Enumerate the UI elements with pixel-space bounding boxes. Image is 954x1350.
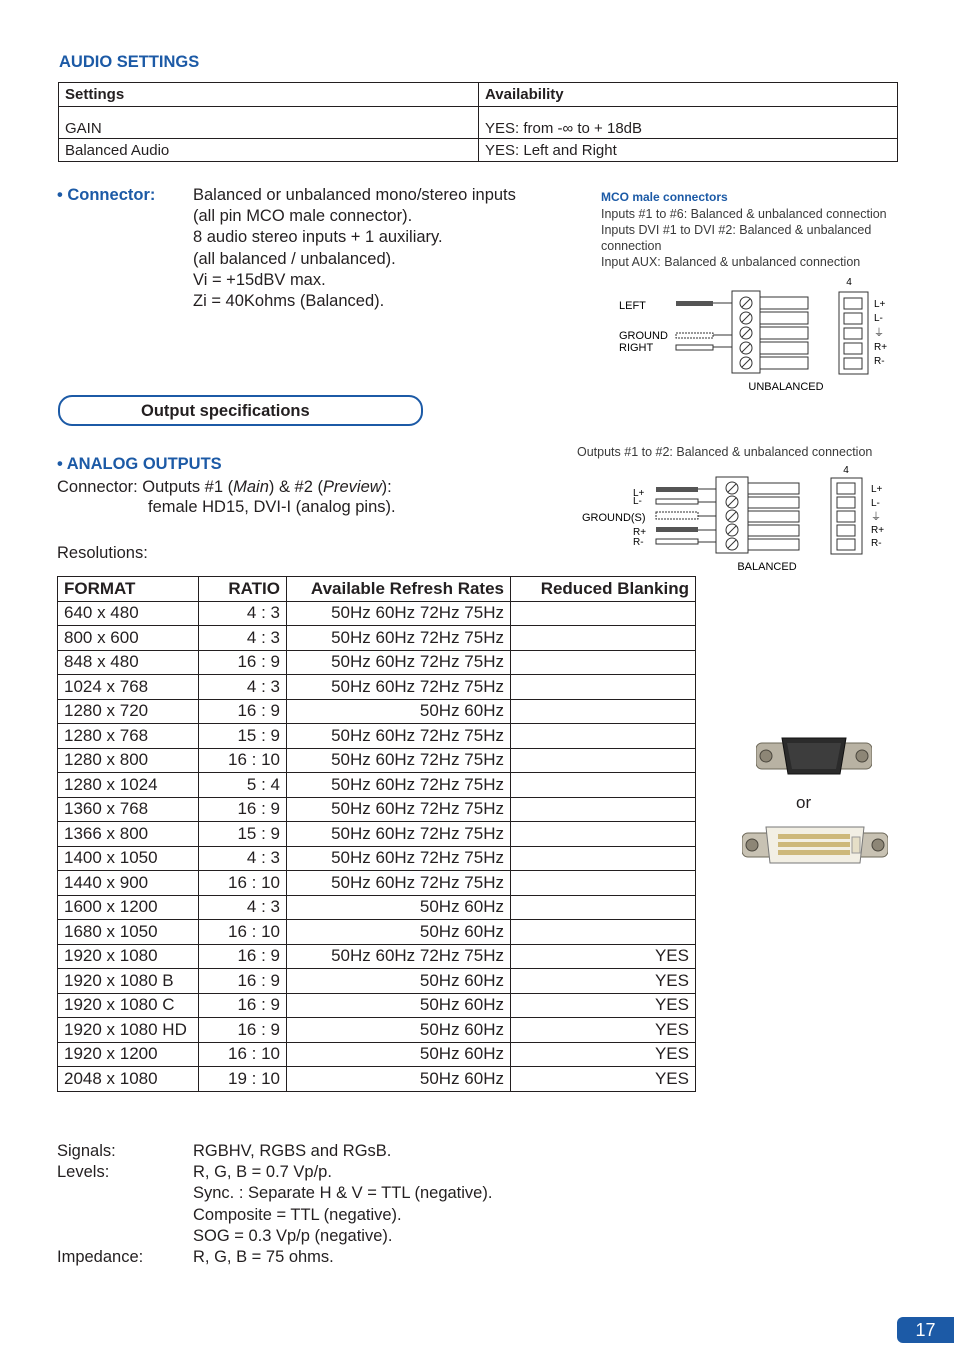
table-cell: 50Hz 60Hz (287, 920, 511, 945)
page-number: 17 (897, 1317, 954, 1343)
balanced-wiring-diagram (578, 462, 898, 574)
table-cell: YES (511, 1067, 696, 1092)
connector-mid: ) & #2 ( (268, 478, 323, 496)
wire-label: L+ (633, 488, 645, 499)
mco-notes (601, 206, 901, 270)
outputs-note: Outputs #1 to #2: Balanced & unbalanced connection (577, 445, 873, 459)
table-cell: 4 : 3 (199, 601, 287, 626)
table-cell: YES (511, 944, 696, 969)
table-cell: 848 x 480 (58, 650, 199, 675)
table-row (58, 1018, 696, 1043)
connector-line: (all pin MCO male connector). (193, 207, 413, 226)
table-cell: 16 : 9 (199, 993, 287, 1018)
header-cell: RATIO (199, 577, 287, 602)
pin-label: R- (874, 356, 885, 367)
resolution-table (57, 576, 696, 1092)
table-cell: 50Hz 60Hz 72Hz 75Hz (287, 871, 511, 896)
wire-label-ground: GROUND(S) (582, 512, 646, 524)
unbalanced-wiring-diagram (610, 272, 900, 397)
table-cell: 1920 x 1080 (58, 944, 199, 969)
table-cell: 4 : 3 (199, 846, 287, 871)
table-cell (511, 675, 696, 700)
table-cell: 800 x 600 (58, 626, 199, 651)
table-cell: 16 : 9 (199, 699, 287, 724)
table-cell: 50Hz 60Hz 72Hz 75Hz (287, 797, 511, 822)
ground-pin-label: ⏚ (871, 512, 881, 523)
table-cell (511, 699, 696, 724)
pin-label: R+ (874, 342, 888, 353)
table-cell: YES (511, 993, 696, 1018)
table-cell: 1366 x 800 (58, 822, 199, 847)
table-cell: 16 : 10 (199, 920, 287, 945)
table-cell: 50Hz 60Hz 72Hz 75Hz (287, 724, 511, 749)
main-label: Main (233, 478, 269, 496)
table-cell: 16 : 10 (199, 748, 287, 773)
signal-value: Sync. : Separate H & V = TTL (negative). (193, 1184, 493, 1203)
table-cell: YES: Left and Right (479, 139, 898, 162)
table-cell: 19 : 10 (199, 1067, 287, 1092)
diagram-caption: BALANCED (737, 561, 797, 573)
connector-line: Zi = 40Kohms (Balanced). (193, 292, 385, 311)
table-row (58, 675, 696, 700)
pin-label: L- (871, 498, 880, 509)
table-cell: 50Hz 60Hz (287, 1018, 511, 1043)
table-cell (511, 797, 696, 822)
table-cell (511, 626, 696, 651)
table-row (59, 107, 898, 139)
wire-label-left: LEFT (619, 300, 646, 312)
table-row (58, 1067, 696, 1092)
header-cell: Available Refresh Rates (287, 577, 511, 602)
table-cell: 16 : 9 (199, 797, 287, 822)
connector-line: (all balanced / unbalanced). (193, 249, 396, 268)
table-cell: YES (511, 969, 696, 994)
resolution-table-body (58, 601, 696, 1091)
connector-description (193, 185, 516, 312)
table-cell: 1440 x 900 (58, 871, 199, 896)
pin-label: L+ (874, 299, 886, 310)
table-cell: YES (511, 1042, 696, 1067)
table-cell (511, 895, 696, 920)
signal-label: Levels: (57, 1163, 110, 1182)
table-cell: 50Hz 60Hz 72Hz 75Hz (287, 748, 511, 773)
signal-value: R, G, B = 0.7 Vp/p. (193, 1163, 332, 1182)
mco-line: Input AUX: Balanced & unbalanced connection (601, 255, 861, 269)
table-cell: 50Hz 60Hz (287, 1042, 511, 1067)
table-cell: 15 : 9 (199, 822, 287, 847)
signal-value: RGBHV, RGBS and RGsB. (193, 1142, 392, 1160)
signal-label: Signals: (57, 1142, 116, 1160)
wire-right (676, 345, 713, 350)
wire-label-ground: GROUND (619, 330, 668, 342)
pin-label: R+ (871, 525, 885, 536)
table-cell: 50Hz 60Hz 72Hz 75Hz (287, 944, 511, 969)
table-row (58, 797, 696, 822)
table-cell (511, 822, 696, 847)
analog-outputs-title: • ANALOG OUTPUTS (57, 455, 222, 473)
table-cell (511, 871, 696, 896)
connector-prefix: Connector: Outputs #1 ( (57, 478, 234, 496)
table-cell: 50Hz 60Hz (287, 699, 511, 724)
table-row (58, 993, 696, 1018)
table-row (58, 773, 696, 798)
table-cell: 4 : 3 (199, 626, 287, 651)
table-row (58, 969, 696, 994)
connector-label: • Connector: (57, 186, 156, 204)
wire-label: R- (633, 537, 644, 548)
table-row (58, 920, 696, 945)
table-header-row (58, 577, 696, 602)
table-cell: 15 : 9 (199, 724, 287, 749)
mco-line: Inputs DVI #1 to DVI #2: Balanced & unbalanced connection (601, 223, 872, 253)
table-cell: 1360 x 768 (58, 797, 199, 822)
connector-line: Vi = +15dBV max. (193, 270, 326, 289)
header-cell: Availability (479, 83, 898, 107)
analog-connector-line (57, 477, 392, 498)
table-row (58, 871, 696, 896)
diagram-caption: UNBALANCED (748, 381, 824, 393)
table-row (58, 724, 696, 749)
mco-line: Inputs #1 to #6: Balanced & unbalanced connection (601, 207, 887, 221)
table-cell: YES (511, 1018, 696, 1043)
table-row (58, 1042, 696, 1067)
pin-label: L+ (871, 484, 883, 495)
wire-label: R+ (633, 527, 647, 538)
table-cell: 16 : 9 (199, 944, 287, 969)
ground-pin-label: ⏚ (874, 328, 884, 339)
table-cell: 1280 x 1024 (58, 773, 199, 798)
header-cell: FORMAT (58, 577, 199, 602)
table-cell: 1680 x 1050 (58, 920, 199, 945)
table-cell: 16 : 10 (199, 1042, 287, 1067)
header-cell: Reduced Blanking (511, 577, 696, 602)
table-cell: 1600 x 1200 (58, 895, 199, 920)
signal-label: Impedance: (57, 1247, 144, 1266)
table-cell: 4 : 3 (199, 895, 287, 920)
output-specifications-label: Output specifications (141, 402, 310, 420)
table-cell: 16 : 9 (199, 650, 287, 675)
signal-labels (57, 1141, 143, 1268)
table-cell: 16 : 9 (199, 969, 287, 994)
table-cell: 50Hz 60Hz 72Hz 75Hz (287, 773, 511, 798)
table-cell: 1024 x 768 (58, 675, 199, 700)
audio-settings-table (58, 82, 898, 162)
pin-label: R- (871, 538, 882, 549)
table-cell: 50Hz 60Hz (287, 895, 511, 920)
table-row (58, 748, 696, 773)
or-label: or (796, 793, 812, 812)
table-row (58, 944, 696, 969)
mco-title: MCO male connectors (601, 190, 728, 204)
table-cell: 50Hz 60Hz (287, 1067, 511, 1092)
table-row (58, 601, 696, 626)
table-cell (511, 920, 696, 945)
audio-settings-title: AUDIO SETTINGS (59, 53, 200, 71)
table-cell (511, 601, 696, 626)
dvi-connector-image (742, 825, 888, 865)
table-row (58, 650, 696, 675)
pin-count-label: 4 (846, 277, 852, 288)
signal-value: SOG = 0.3 Vp/p (negative). (193, 1226, 393, 1245)
signal-values (193, 1141, 492, 1268)
table-cell: 1920 x 1080 C (58, 993, 199, 1018)
table-row (58, 895, 696, 920)
connector-suffix: ): (381, 478, 392, 496)
table-cell: 16 : 9 (199, 1018, 287, 1043)
pin-count-label: 4 (843, 465, 849, 476)
table-row (59, 139, 898, 162)
signal-value: R, G, B = 75 ohms. (193, 1248, 334, 1267)
resolutions-label: Resolutions: (57, 544, 148, 562)
output-specifications-box (58, 395, 423, 426)
analog-connector-line-2: female HD15, DVI-I (analog pins). (148, 498, 396, 516)
table-row (58, 822, 696, 847)
table-cell: 50Hz 60Hz 72Hz 75Hz (287, 650, 511, 675)
table-cell: 1920 x 1080 B (58, 969, 199, 994)
table-cell: 1400 x 1050 (58, 846, 199, 871)
table-cell: 5 : 4 (199, 773, 287, 798)
table-cell (511, 846, 696, 871)
table-cell: 50Hz 60Hz 72Hz 75Hz (287, 846, 511, 871)
table-cell: YES: from -∞ to + 18dB (479, 107, 898, 139)
wire-label-right: RIGHT (619, 342, 654, 354)
table-cell: 50Hz 60Hz (287, 969, 511, 994)
table-cell: 50Hz 60Hz (287, 993, 511, 1018)
table-cell: 50Hz 60Hz 72Hz 75Hz (287, 822, 511, 847)
preview-label: Preview (322, 478, 382, 496)
table-cell: 1920 x 1200 (58, 1042, 199, 1067)
header-cell: Settings (59, 83, 479, 107)
table-cell: 50Hz 60Hz 72Hz 75Hz (287, 626, 511, 651)
table-cell (511, 650, 696, 675)
table-header-row (59, 83, 898, 107)
table-cell: 640 x 480 (58, 601, 199, 626)
table-cell: GAIN (59, 107, 479, 139)
table-cell: 50Hz 60Hz 72Hz 75Hz (287, 675, 511, 700)
table-cell: 16 : 10 (199, 871, 287, 896)
connector-line: 8 audio stereo inputs + 1 auxiliary. (193, 228, 443, 247)
table-cell: 2048 x 1080 (58, 1067, 199, 1092)
wire-left (676, 301, 713, 306)
signal-value: Composite = TTL (negative). (193, 1205, 402, 1224)
table-row (58, 626, 696, 651)
wire-label: L- (633, 496, 642, 507)
table-cell: 1280 x 720 (58, 699, 199, 724)
table-row (58, 699, 696, 724)
connector-line: Balanced or unbalanced mono/stereo inputs (193, 186, 516, 204)
table-cell: 1280 x 800 (58, 748, 199, 773)
table-cell (511, 724, 696, 749)
vga-connector-image (756, 735, 872, 777)
wire-ground (676, 333, 713, 338)
table-cell: 1920 x 1080 HD (58, 1018, 199, 1043)
table-cell (511, 748, 696, 773)
table-cell: 1280 x 768 (58, 724, 199, 749)
table-cell: 50Hz 60Hz 72Hz 75Hz (287, 601, 511, 626)
table-row (58, 846, 696, 871)
table-cell: Balanced Audio (59, 139, 479, 162)
table-cell (511, 773, 696, 798)
table-cell: 4 : 3 (199, 675, 287, 700)
pin-label: L- (874, 313, 883, 324)
